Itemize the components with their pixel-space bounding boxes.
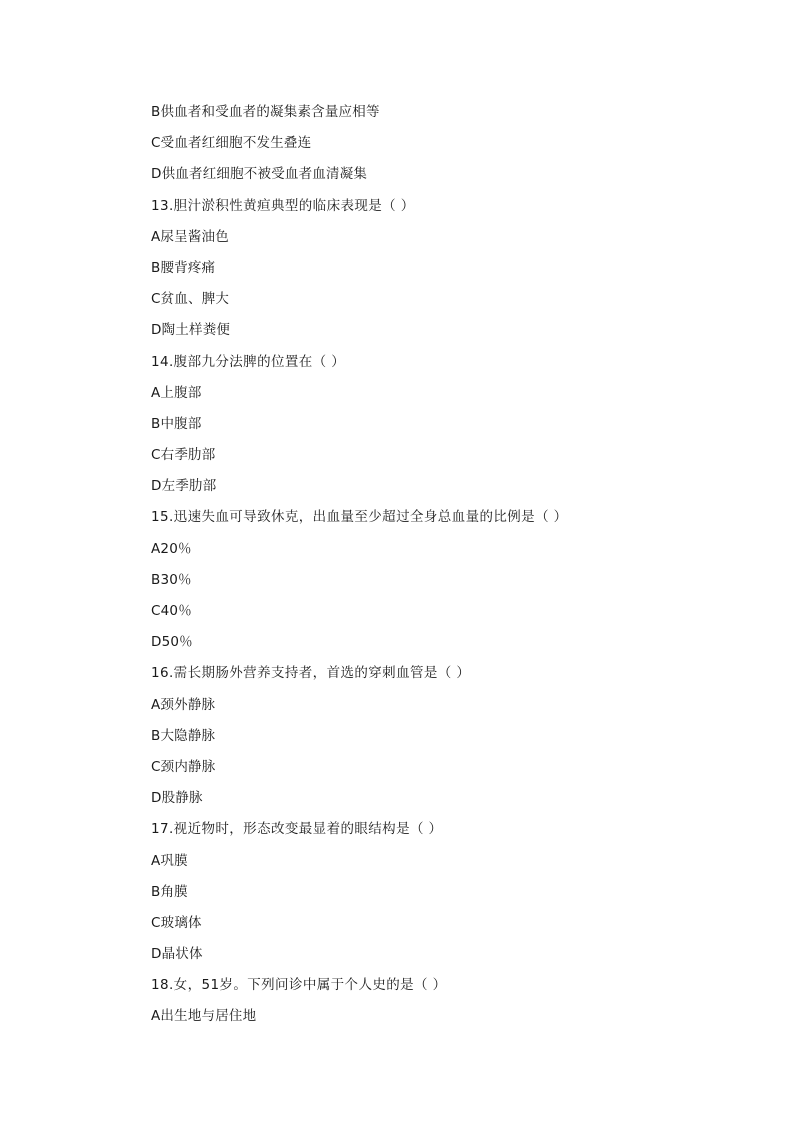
question-text: 13.胆汁淤积性黄疸典型的临床表现是（ ） — [151, 197, 415, 214]
answer-option: A巩膜 — [151, 852, 188, 869]
answer-option: A上腹部 — [151, 384, 202, 401]
answer-option: B角膜 — [151, 883, 188, 900]
answer-option: D晶状体 — [151, 946, 203, 963]
answer-option: A20％ — [151, 540, 192, 557]
answer-option: C受血者红细胞不发生叠连 — [151, 135, 312, 152]
answer-option: B30％ — [151, 571, 192, 588]
answer-option: D50％ — [151, 634, 193, 651]
answer-option: C贫血、脾大 — [151, 291, 230, 308]
answer-option: A出生地与居住地 — [151, 1008, 257, 1025]
answer-option: C40％ — [151, 603, 192, 619]
answer-option: A尿呈酱油色 — [151, 228, 229, 245]
answer-option: D左季肋部 — [151, 478, 217, 495]
answer-option: B中腹部 — [151, 415, 202, 432]
answer-option: B供血者和受血者的凝集素含量应相等 — [151, 104, 380, 120]
answer-option: C玻璃体 — [151, 914, 202, 931]
answer-option: C右季肋部 — [151, 447, 216, 464]
answer-option: D供血者红细胞不被受血者血清凝集 — [151, 166, 368, 183]
answer-option: B大隐静脉 — [151, 727, 216, 744]
answer-option: C颈内静脉 — [151, 758, 216, 775]
question-text: 14.腹部九分法脾的位置在（ ） — [151, 353, 346, 370]
document-body — [151, 101, 751, 1037]
answer-option: B腰背疼痛 — [151, 259, 216, 276]
question-text: 18.女，51岁。下列问诊中属于个人史的是（ ） — [151, 977, 447, 994]
answer-option: D陶土样粪便 — [151, 322, 231, 339]
answer-option: A颈外静脉 — [151, 696, 216, 713]
question-text: 16.需长期肠外营养支持者，首选的穿刺血管是（ ） — [151, 665, 471, 682]
answer-option: D股静脉 — [151, 790, 203, 807]
question-text: 17.视近物时，形态改变最显着的眼结构是（ ） — [151, 821, 443, 838]
question-text: 15.迅速失血可导致休克，出血量至少超过全身总血量的比例是（ ） — [151, 509, 568, 526]
